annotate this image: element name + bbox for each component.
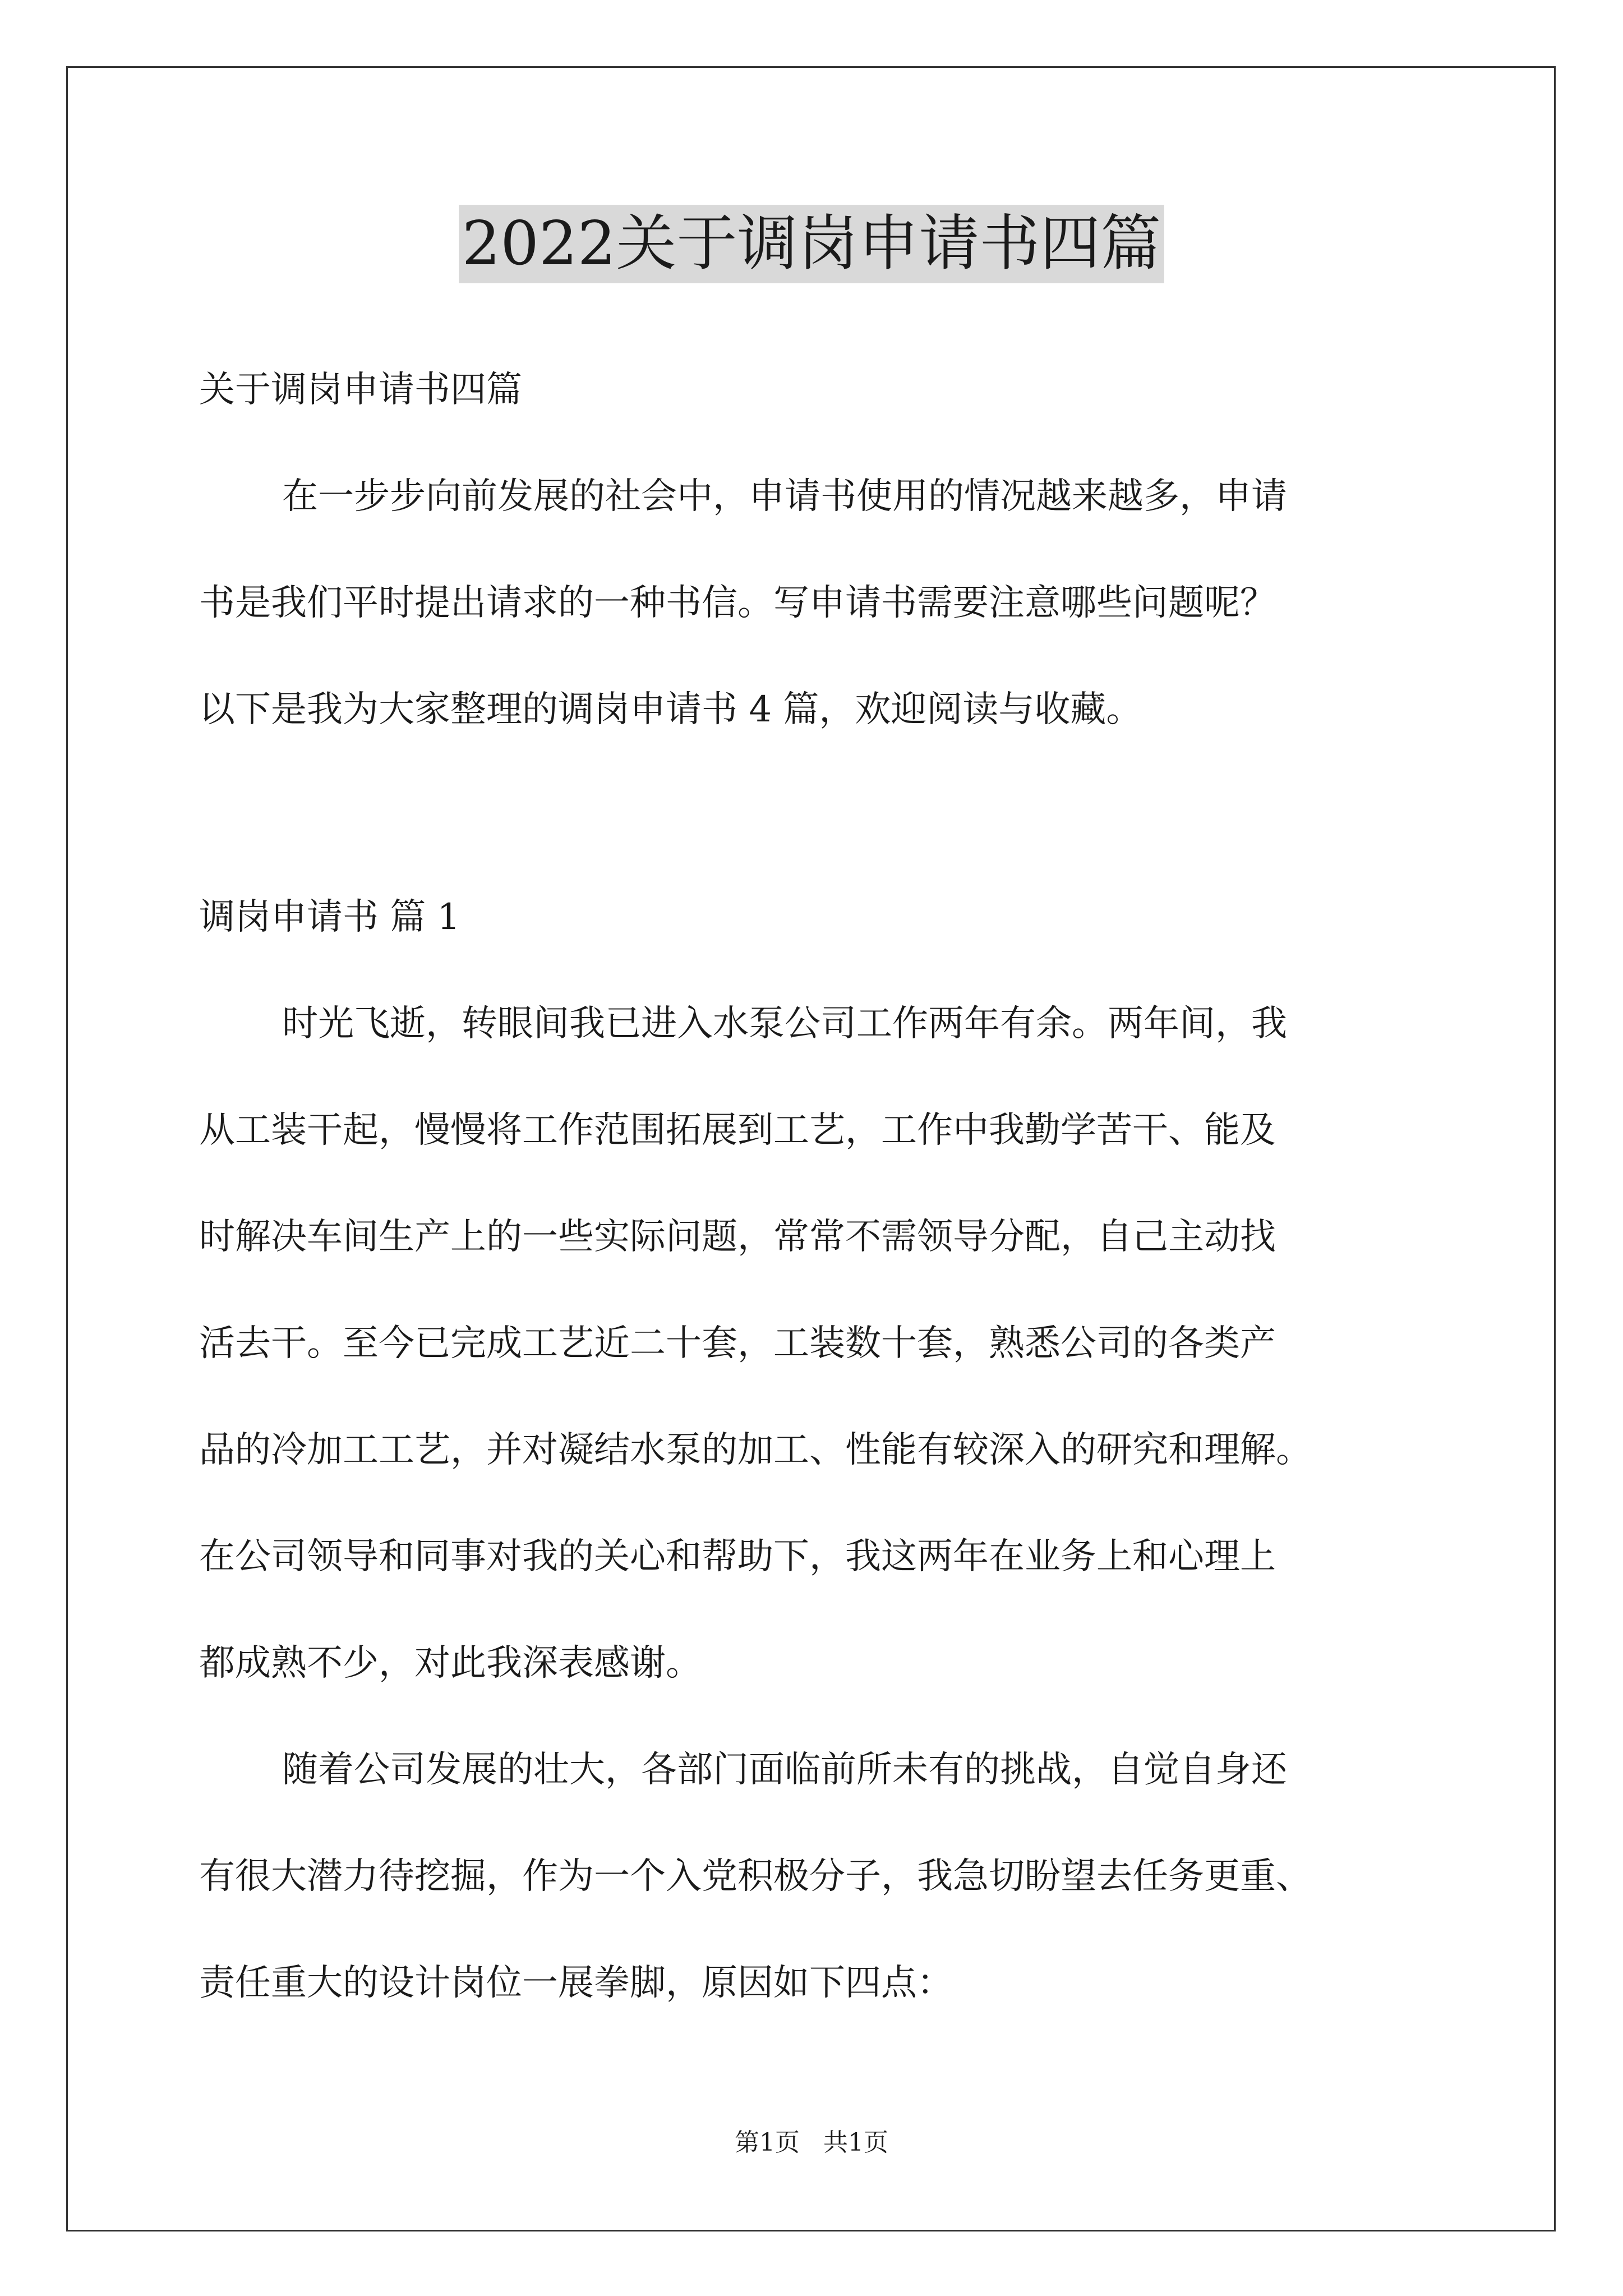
paragraph-2 — [199, 1717, 1433, 2036]
intro-line: 在一步步向前发展的社会中，申请书使用的情况越来越多，申请 — [282, 476, 1287, 517]
paragraph-line: 时光飞逝，转眼间我已进入水泵公司工作两年有余。两年间，我 — [282, 1003, 1287, 1045]
paragraph-line: 品的冷加工工艺，并对凝结水泵的加工、性能有较深入的研究和理解。 — [199, 1429, 1312, 1471]
page-number-current: 第1页 — [735, 2128, 800, 2157]
paragraph-line: 从工装干起，慢慢将工作范围拓展到工艺，工作中我勤学苦干、能及 — [199, 1110, 1276, 1151]
paragraph-line: 在公司领导和同事对我的关心和帮助下，我这两年在业务上和心理上 — [199, 1536, 1276, 1577]
paragraph-line: 活去干。至今已完成工艺近二十套，工装数十套，熟悉公司的各类产 — [199, 1323, 1276, 1364]
paragraph-line: 责任重大的设计岗位一展拳脚，原因如下四点： — [199, 1962, 953, 2004]
document-subtitle: 关于调岗申请书四篇 — [199, 369, 522, 411]
page-footer — [0, 2126, 1623, 2160]
title-wrap — [0, 205, 1623, 283]
intro-paragraph — [199, 443, 1433, 763]
paragraph-line: 时解决车间生产上的一些实际问题，常常不需领导分配，自己主动找 — [199, 1216, 1276, 1258]
paragraph-line: 随着公司发展的壮大，各部门面临前所未有的挑战，自觉自身还 — [282, 1749, 1287, 1791]
section-heading: 调岗申请书 篇 1 — [199, 896, 460, 938]
page-number-total: 共1页 — [823, 2128, 888, 2157]
document-title: 2022关于调岗申请书四篇 — [459, 205, 1165, 283]
subtitle-block — [199, 337, 1433, 443]
intro-line: 以下是我为大家整理的调岗申请书 4 篇，欢迎阅读与收藏。 — [199, 689, 1142, 730]
paragraph-1 — [199, 970, 1433, 1717]
paragraph-line: 都成熟不少，对此我深表感谢。 — [199, 1642, 702, 1684]
intro-line: 书是我们平时提出请求的一种书信。写申请书需要注意哪些问题呢？ — [199, 582, 1276, 624]
section-heading-block — [199, 864, 1433, 970]
paragraph-line: 有很大潜力待挖掘，作为一个入党积极分子，我急切盼望去任务更重、 — [199, 1856, 1312, 1897]
